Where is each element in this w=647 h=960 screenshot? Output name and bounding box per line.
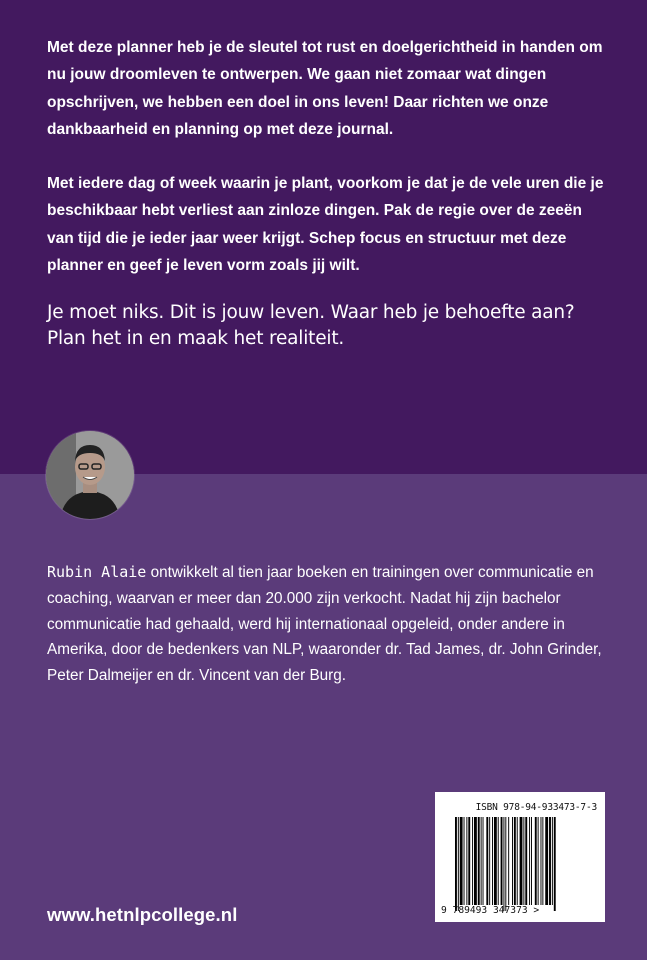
isbn-label: ISBN 978-94-933473-7-3	[475, 802, 597, 813]
barcode-bar	[542, 817, 543, 905]
barcode-bar	[508, 817, 509, 905]
barcode-bar	[554, 817, 556, 911]
author-photo	[46, 431, 134, 519]
barcode-bar	[523, 817, 524, 905]
barcode-bar	[512, 817, 513, 905]
website-url: www.hetnlpcollege.nl	[47, 904, 238, 925]
author-name: Rubin Alaie	[47, 563, 147, 581]
statement-text: Je moet niks. Dit is jouw leven. Waar heb je behoefte aan? Plan het in en maak het realiteit.	[47, 302, 575, 349]
barcode-bar	[472, 817, 473, 905]
barcode-bar	[460, 817, 463, 905]
barcode-bar	[525, 817, 527, 905]
barcode-bar	[494, 817, 497, 905]
intro-paragraph: Met deze planner heb je de sleutel tot rust en doelgerichtheid in handen om nu jouw droomleven te ontwerpen. We gaan niet zomaar wat dingen opschrijven, we hebben een doel in ons leven! Daar richten we onze dankbaarheid en planning op met deze journal.	[47, 39, 603, 138]
barcode-bar	[468, 817, 470, 905]
barcode-bar	[505, 817, 506, 911]
barcode-bar	[517, 817, 518, 905]
barcode-bar	[538, 817, 539, 905]
barcode-bar	[489, 817, 490, 905]
barcode-bar	[501, 817, 503, 905]
barcode-bar	[498, 817, 499, 905]
barcode	[455, 817, 583, 911]
barcode-bar	[466, 817, 467, 905]
barcode-digits: 9 789493 347373 >	[441, 905, 540, 916]
barcode-bar	[492, 817, 493, 905]
barcode-bar	[464, 817, 465, 905]
barcode-bar	[520, 817, 523, 905]
barcode-bar	[455, 817, 457, 911]
barcode-bar	[535, 817, 537, 905]
barcode-bar	[541, 817, 542, 905]
author-bio-text: ontwikkelt al tien jaar boeken en trainingen over communicatie en coaching, waarvan er meer dan 20.000 zijn verkocht. Nadat hij zijn bachelor communicatie had gehaald, werd hij internationaal opgeleid, onder andere in Amerika, door de bedenkers van NLP, waaronder dr. Tad James, dr. John Grinder, Peter Dalmeijer en dr. Vincent van der Burg.	[47, 564, 602, 685]
barcode-bar	[549, 817, 551, 905]
barcode-bar	[552, 817, 553, 905]
barcode-bar	[478, 817, 480, 905]
barcode-bar	[531, 817, 532, 905]
barcode-bar	[481, 817, 482, 905]
barcode-bar	[458, 817, 459, 911]
barcode-bar	[514, 817, 516, 905]
barcode-bar	[503, 817, 504, 911]
barcode-bar	[483, 817, 484, 905]
barcode-bar	[474, 817, 477, 905]
barcode-bar	[545, 817, 548, 905]
barcode-box	[435, 792, 605, 922]
barcode-bar	[486, 817, 488, 905]
author-bio	[47, 560, 617, 689]
barcode-bar	[529, 817, 530, 905]
second-paragraph: Met iedere dag of week waarin je plant, voorkom je dat je de vele uren die je beschikbaar hebt verliest aan zinloze dingen. Pak de regie over de zeeën van tijd die je ieder jaar weer krijgt. Schep focus en structuur met deze planner en geef je leven vorm zoals jij wilt.	[47, 175, 604, 274]
